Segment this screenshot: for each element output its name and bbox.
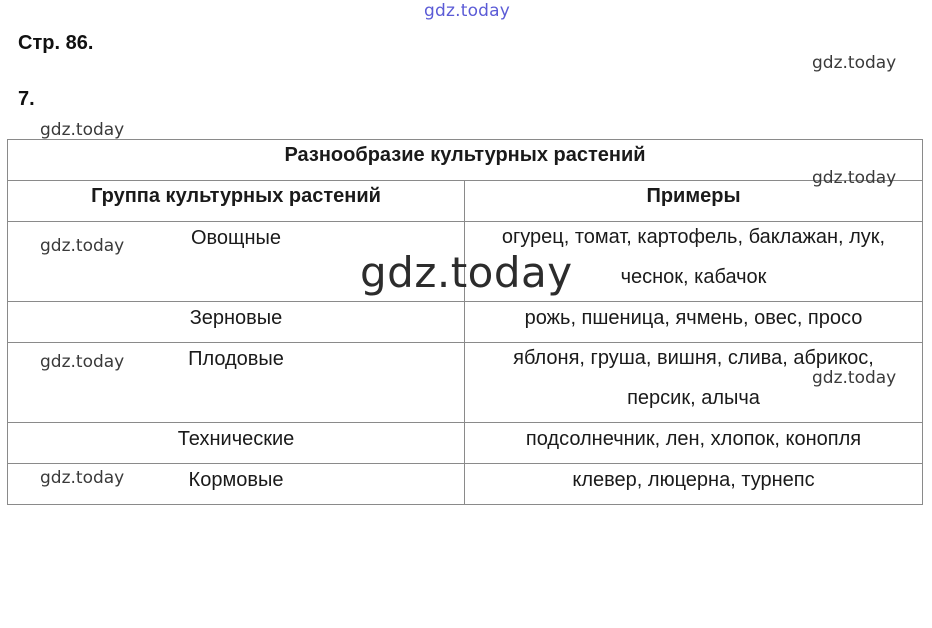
table-row — [8, 343, 923, 423]
group-name: Плодовые — [188, 348, 284, 370]
watermark: gdz.today — [812, 368, 897, 388]
task-number: 7. — [18, 88, 35, 110]
watermark: gdz.today — [812, 168, 897, 188]
watermark-large: gdz.today — [360, 248, 573, 297]
watermark: gdz.today — [40, 120, 125, 140]
group-cell — [8, 302, 465, 343]
header-group: Группа культурных растений — [8, 181, 465, 222]
table-title-row — [8, 140, 923, 181]
group-name: Кормовые — [188, 469, 284, 491]
watermark: gdz.today — [40, 352, 125, 372]
examples-text: яблоня, груша, вишня, слива, абрикос, персик, алыча — [513, 347, 874, 409]
group-name: Зерновые — [189, 307, 283, 329]
watermark: gdz.today — [40, 468, 125, 488]
table-row — [8, 464, 923, 505]
watermark-top: gdz.today — [424, 1, 511, 21]
examples-cell — [465, 423, 923, 464]
examples-cell — [465, 464, 923, 505]
examples-text: подсолнечник, лен, хлопок, конопля — [525, 428, 862, 450]
header-examples: Примеры — [465, 181, 923, 222]
examples-text: рожь, пшеница, ячмень, овес, просо — [524, 307, 863, 329]
group-cell — [8, 423, 465, 464]
crop-diversity-table — [7, 139, 923, 505]
watermark: gdz.today — [40, 236, 125, 256]
table-row — [8, 423, 923, 464]
examples-text: клевер, люцерна, турнепс — [572, 469, 815, 491]
watermark: gdz.today — [812, 53, 897, 73]
table-title: Разнообразие культурных растений — [8, 140, 923, 181]
examples-text: огурец, томат, картофель, баклажан, лук, чеснок, кабачок — [501, 226, 886, 288]
group-name: Технические — [177, 428, 295, 450]
page-label: Стр. 86. — [18, 32, 94, 54]
group-name: Овощные — [190, 227, 282, 249]
